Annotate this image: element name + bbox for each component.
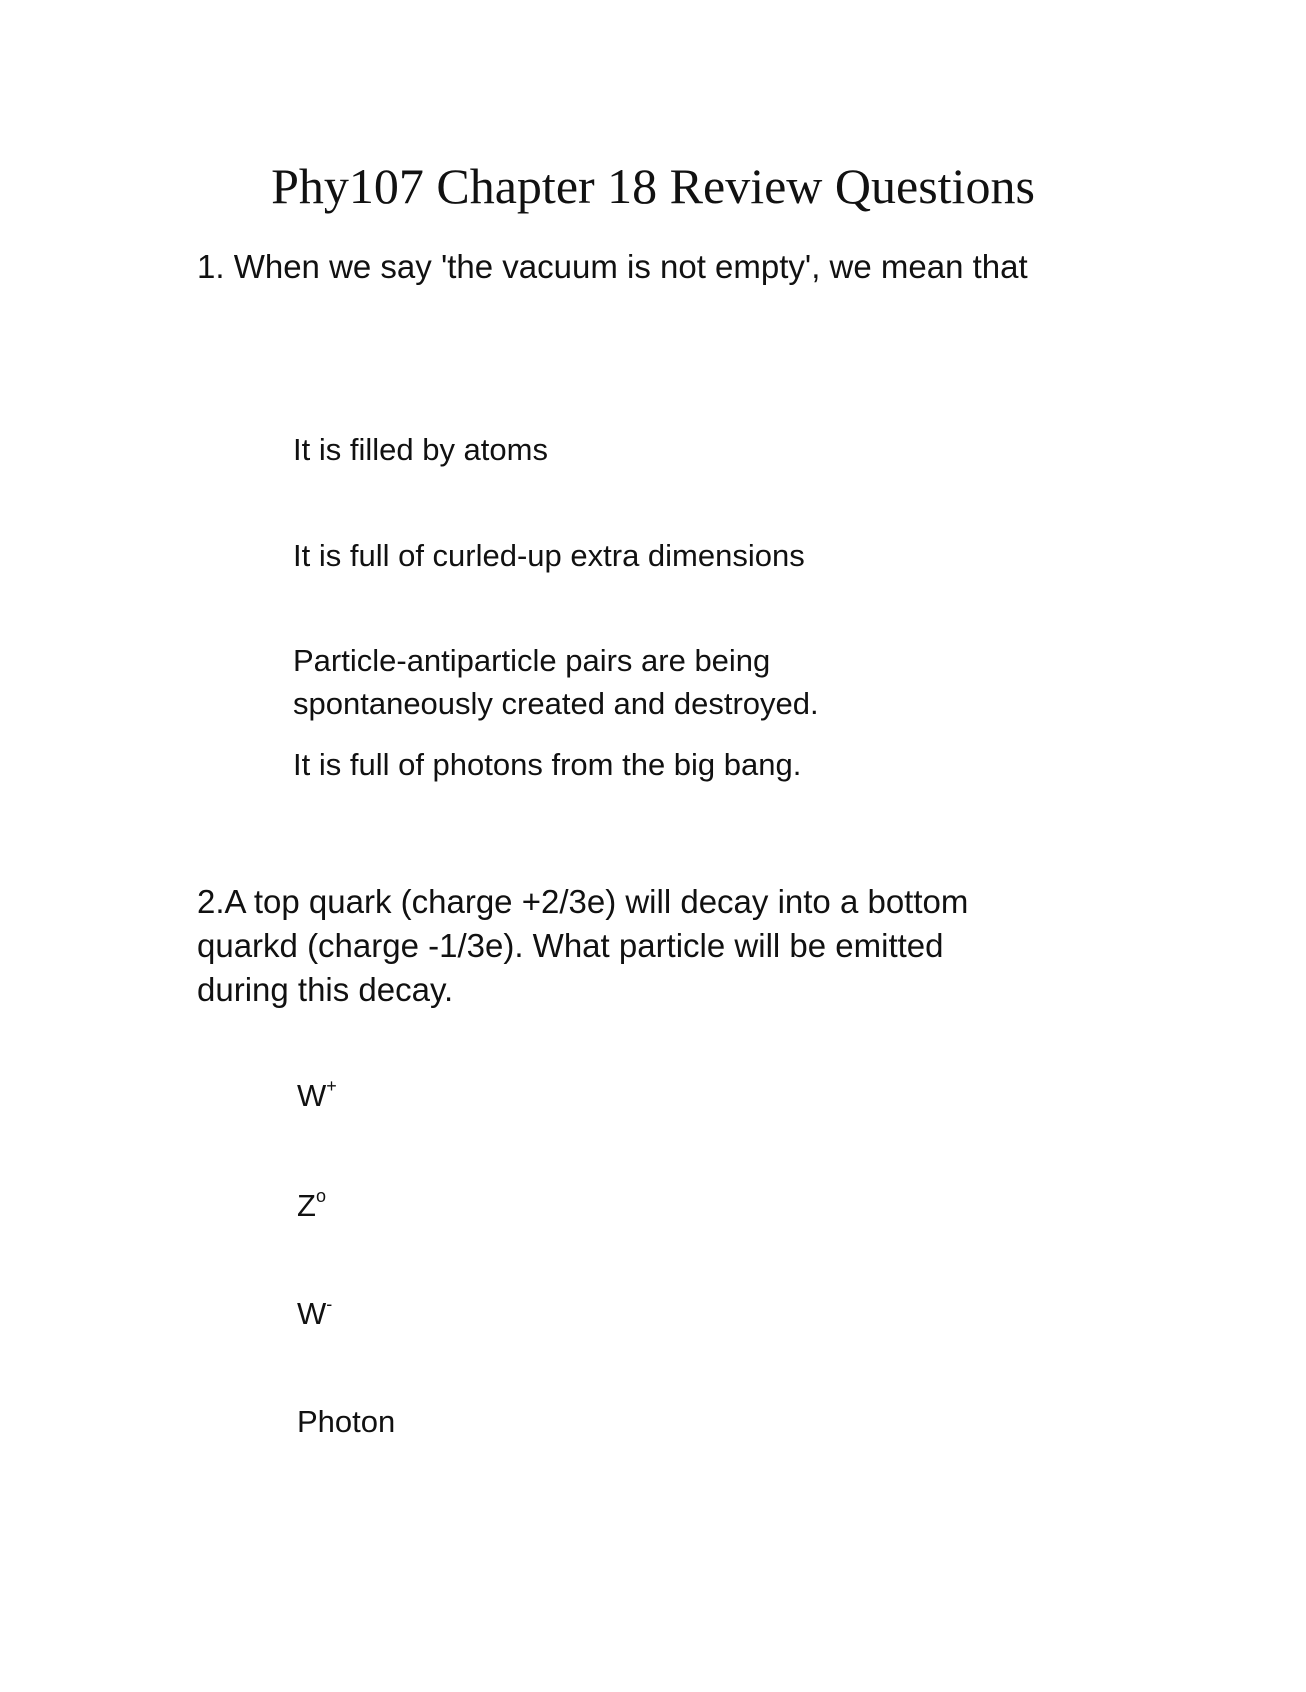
option-superscript: o <box>315 1186 326 1206</box>
option-base-text: Z <box>297 1188 316 1223</box>
option-base-text: W <box>297 1078 327 1113</box>
question-1-option-a: It is filled by atoms <box>293 432 548 467</box>
option-superscript: - <box>326 1294 333 1314</box>
question-2-prompt-line-3: during this decay. <box>197 971 454 1008</box>
option-superscript: + <box>326 1076 337 1096</box>
question-2-prompt-line-2: quarkd (charge -1/3e). What particle will be emitted <box>197 927 944 964</box>
question-1-prompt: 1. When we say 'the vacuum is not empty', we mean that <box>197 248 1028 285</box>
question-1-option-b: It is full of curled-up extra dimensions <box>293 538 805 573</box>
option-base-text: Photon <box>297 1404 396 1439</box>
question-2-option-c <box>297 1293 332 1335</box>
page-title: Phy107 Chapter 18 Review Questions <box>271 158 1035 214</box>
question-1-option-c-line-1: Particle-antiparticle pairs are being <box>293 643 771 678</box>
question-1-option-d: It is full of photons from the big bang. <box>293 747 802 782</box>
question-2-prompt-line-1: 2.A top quark (charge +2/3e) will decay into a bottom <box>197 883 969 920</box>
question-2-option-d <box>297 1401 395 1443</box>
question-2-option-a <box>297 1075 337 1117</box>
question-1-option-c-line-2: spontaneously created and destroyed. <box>293 686 819 721</box>
question-2-option-b <box>297 1185 326 1227</box>
option-base-text: W <box>297 1296 327 1331</box>
